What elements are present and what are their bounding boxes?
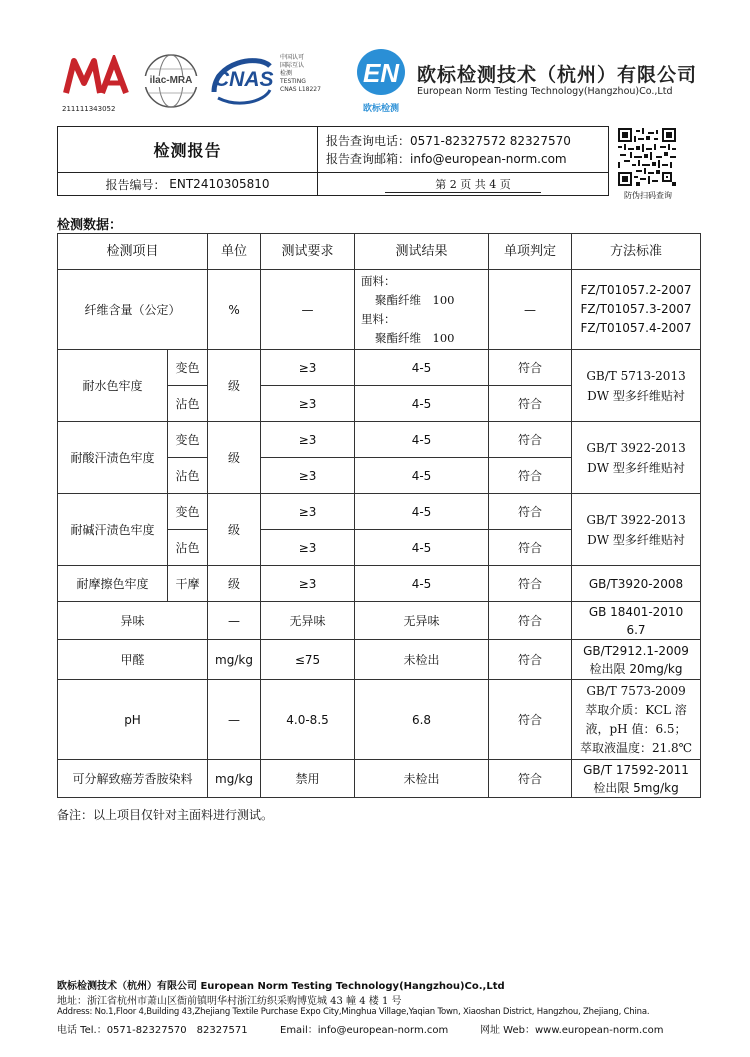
req-acid-1: ≥3 (261, 422, 355, 458)
sub-rub: 干摩 (168, 566, 208, 602)
table-row (58, 422, 701, 458)
verdict-alkali-1: 符合 (489, 494, 572, 530)
item-formaldehyde: 甲醛 (58, 640, 208, 680)
req-formaldehyde: ≤75 (261, 640, 355, 680)
req-azo: 禁用 (261, 760, 355, 798)
req-fiber: — (261, 270, 355, 350)
footer-company: 欧标检测技术（杭州）有限公司 European Norm Testing Technology(Hangzhou)Co.,Ltd (57, 981, 505, 992)
report-no: ENT2410305810 (169, 177, 270, 191)
verdict-ph: 符合 (489, 680, 572, 760)
cnas-logo (208, 52, 328, 112)
verdict-water-1: 符合 (489, 350, 572, 386)
footer-address-cn: 地址：浙江省杭州市萧山区衙前镇明华村浙江纺织采购博览城 43 幢 4 楼 1 号 (57, 996, 402, 1007)
item-ph: pH (58, 680, 208, 760)
result-alkali-2: 4-5 (355, 530, 489, 566)
col-header-requirement: 测试要求 (261, 234, 355, 270)
result-acid-2: 4-5 (355, 458, 489, 494)
req-rub: ≥3 (261, 566, 355, 602)
req-ph: 4.0-8.5 (261, 680, 355, 760)
req-odor: 无异味 (261, 602, 355, 640)
item-acid: 耐酸汗渍色牢度 (58, 422, 168, 494)
sub-water-1: 变色 (168, 350, 208, 386)
sub-alkali-2: 沾色 (168, 530, 208, 566)
result-water-2: 4-5 (355, 386, 489, 422)
method-acid: GB/T 3922-2013 DW 型多纤维贴衬 (572, 422, 701, 494)
item-water: 耐水色牢度 (58, 350, 168, 422)
section-title: 检测数据： (57, 218, 123, 233)
report-title-cell (58, 127, 318, 173)
unit-rub: 级 (208, 566, 261, 602)
table-row (58, 640, 701, 680)
result-formaldehyde: 未检出 (355, 640, 489, 680)
verdict-acid-2: 符合 (489, 458, 572, 494)
method-water: GB/T 5713-2013 DW 型多纤维贴衬 (572, 350, 701, 422)
phone-value: 0571-82327572 82327570 (410, 134, 571, 148)
en-logo-caption: 欧标检测 (362, 104, 399, 114)
result-azo: 未检出 (355, 760, 489, 798)
page-info-cell (318, 173, 608, 195)
table-row (58, 494, 701, 530)
report-header-box (57, 126, 609, 196)
report-no-label: 报告编号： (105, 177, 166, 192)
svg-text:EN: EN (362, 58, 400, 88)
verdict-formaldehyde: 符合 (489, 640, 572, 680)
test-data-table (57, 233, 701, 798)
result-water-1: 4-5 (355, 350, 489, 386)
table-row (58, 602, 701, 640)
footer-email: Email：info@european-norm.com (280, 1025, 449, 1036)
sub-acid-2: 沾色 (168, 458, 208, 494)
req-acid-2: ≥3 (261, 458, 355, 494)
cma-mark-icon (62, 55, 132, 99)
result-rub: 4-5 (355, 566, 489, 602)
result-odor: 无异味 (355, 602, 489, 640)
footer-tel: 电话 Tel.：0571-82327570 82327571 (57, 1025, 248, 1036)
verdict-fiber: — (489, 270, 572, 350)
req-alkali-1: ≥3 (261, 494, 355, 530)
company-name-cn: 欧标检测技术（杭州）有限公司 (417, 64, 698, 86)
table-row (58, 680, 701, 760)
ilac-text: ilac-MRA (149, 75, 193, 86)
email-value: info@european-norm.com (410, 152, 567, 166)
item-azo: 可分解致癌芳香胺染料 (58, 760, 208, 798)
remark: 备注：以上项目仅针对主面料进行测试。 (57, 808, 274, 822)
report-title: 检测报告 (153, 141, 222, 160)
verdict-rub: 符合 (489, 566, 572, 602)
sub-alkali-1: 变色 (168, 494, 208, 530)
req-water-2: ≥3 (261, 386, 355, 422)
table-row (58, 760, 701, 798)
col-header-method: 方法标准 (572, 234, 701, 270)
phone-label: 报告查询电话： (326, 134, 411, 148)
result-alkali-1: 4-5 (355, 494, 489, 530)
footer-address-en: Address: No.1,Floor 4,Building 43,Zhejiang Textile Purchase Expo City,Minghua Village,Yaqian Town, Xiaoshan District, Hangzhou, Zhejiang, China. (57, 1007, 650, 1017)
method-ph: GB/T 7573-2009 萃取介质：KCL 溶 液，pH 值：6.5； 萃取液温度：21.8℃ (572, 680, 701, 760)
method-odor: GB 18401-2010 6.7 (572, 602, 701, 640)
col-header-result: 测试结果 (355, 234, 489, 270)
unit-fiber: % (208, 270, 261, 350)
unit-odor: — (208, 602, 261, 640)
company-name-en: European Norm Testing Technology(Hangzhou)Co.,Ltd (417, 86, 673, 97)
sub-water-2: 沾色 (168, 386, 208, 422)
table-row (58, 270, 701, 350)
col-header-item: 检测项目 (58, 234, 208, 270)
verdict-alkali-2: 符合 (489, 530, 572, 566)
page-info: 第 2 页 共 4 页 (385, 176, 540, 193)
unit-water: 级 (208, 350, 261, 422)
col-header-unit: 单位 (208, 234, 261, 270)
ilac-logo (142, 52, 200, 110)
cma-number: 211111343052 (62, 105, 116, 113)
table-row (58, 566, 701, 602)
sub-acid-1: 变色 (168, 422, 208, 458)
table-row (58, 350, 701, 386)
col-header-verdict: 单项判定 (489, 234, 572, 270)
verdict-water-2: 符合 (489, 386, 572, 422)
en-mark-icon (355, 47, 407, 97)
item-odor: 异味 (58, 602, 208, 640)
unit-acid: 级 (208, 422, 261, 494)
item-fiber: 纤维含量（公定） (58, 270, 208, 350)
unit-azo: mg/kg (208, 760, 261, 798)
item-rub: 耐摩擦色牢度 (58, 566, 168, 602)
result-acid-1: 4-5 (355, 422, 489, 458)
method-rub: GB/T3920-2008 (572, 566, 701, 602)
result-ph: 6.8 (355, 680, 489, 760)
item-alkali: 耐碱汗渍色牢度 (58, 494, 168, 566)
cnas-text: CNAS (214, 68, 274, 91)
method-alkali: GB/T 3922-2013 DW 型多纤维贴衬 (572, 494, 701, 566)
unit-formaldehyde: mg/kg (208, 640, 261, 680)
report-contact-cell (318, 127, 608, 173)
qr-code-icon (618, 128, 676, 186)
method-azo: GB/T 17592-2011 检出限 5mg/kg (572, 760, 701, 798)
req-alkali-2: ≥3 (261, 530, 355, 566)
report-number-cell (58, 173, 318, 195)
cma-logo (62, 55, 132, 115)
result-fiber: 面料： 聚酯纤维 100 里料： 聚酯纤维 100 (355, 270, 489, 350)
method-fiber: FZ/T01057.2-2007 FZ/T01057.3-2007 FZ/T01057.4-2007 (572, 270, 701, 350)
footer-web: 网址 Web：www.european-norm.com (480, 1025, 664, 1036)
verdict-azo: 符合 (489, 760, 572, 798)
verdict-acid-1: 符合 (489, 422, 572, 458)
unit-ph: — (208, 680, 261, 760)
en-logo (355, 47, 407, 114)
qr-caption: 防伪扫码查询 (624, 191, 672, 200)
table-header-row (58, 234, 701, 270)
req-water-1: ≥3 (261, 350, 355, 386)
email-label: 报告查询邮箱： (326, 152, 411, 166)
cnas-side-text: 中国认可 国际互认 检测 TESTING CNAS L18227 (280, 54, 321, 93)
qr-code (618, 128, 678, 200)
verdict-odor: 符合 (489, 602, 572, 640)
unit-alkali: 级 (208, 494, 261, 566)
method-formaldehyde: GB/T2912.1-2009 检出限 20mg/kg (572, 640, 701, 680)
